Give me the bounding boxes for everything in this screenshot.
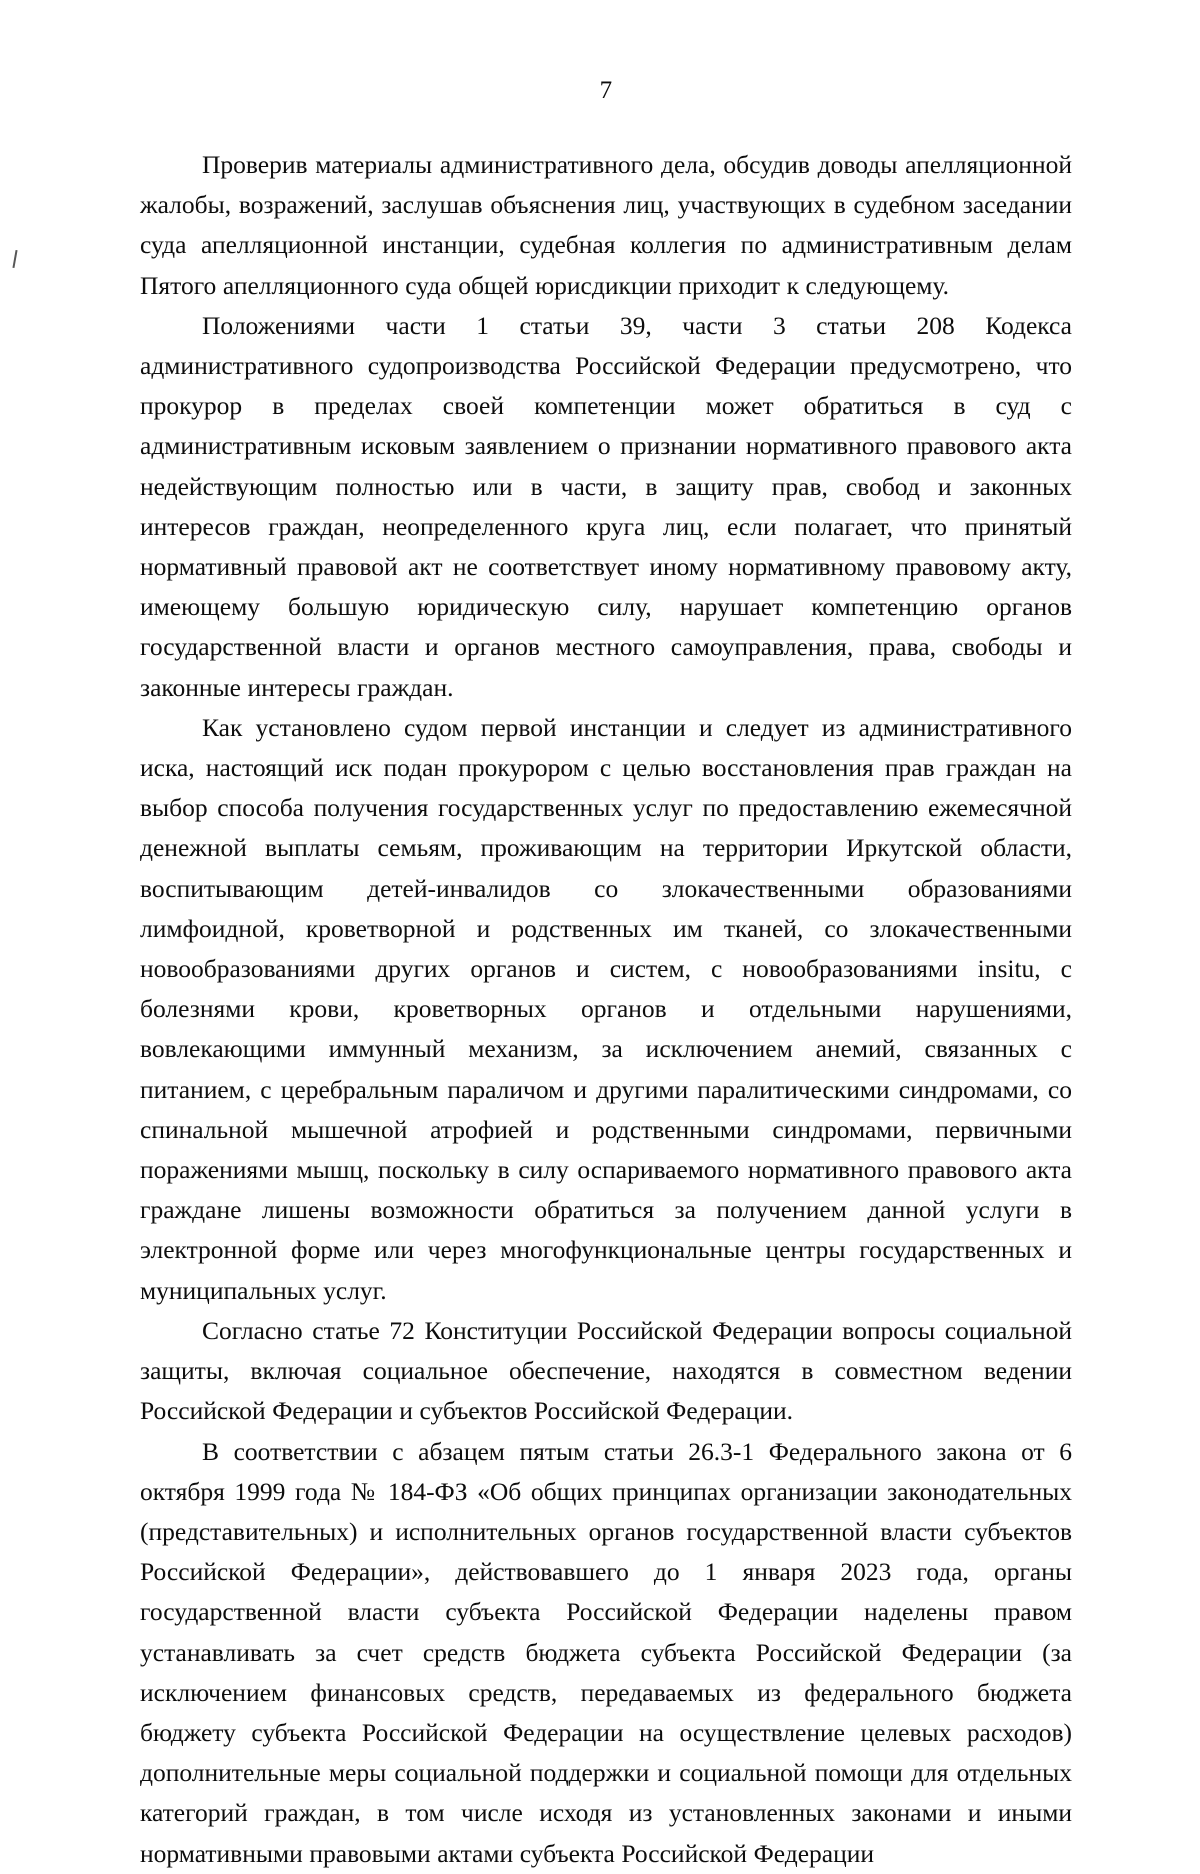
paragraph: Положениями части 1 статьи 39, части 3 статьи 208 Кодекса административного судопроизводства Российской Федерации предусмотрено, что прокурор в пределах своей компетенции может обратиться в суд с административным исковым заявлением о признании нормативного правового акта недействующим полностью или в части, в защиту прав, свобод и законных интересов граждан, неопределенного круга лиц, если полагает, что принятый нормативный правовой акт не соответствует иному нормативному правовому акту, имеющему большую юридическую силу, нарушает компетенцию органов государственной власти и органов местного самоуправления, права, свободы и законные интересы граждан. [140,310,1072,702]
document-body [140,145,1072,1874]
stray-ink-mark [12,250,17,268]
paragraph: В соответствии с абзацем пятым статьи 26.3-1 Федерального закона от 6 октября 1999 года № 184-ФЗ «Об общих принципах организации законодательных (представительных) и исполнительных органов государственной власти субъектов Российской Федерации», действовавшего до 1 января 2023 года, органы государственной власти субъекта Российской Федерации наделены правом устанавливать за счет средств бюджета субъекта Российской Федерации (за исключением финансовых средств, передаваемых из федерального бюджета бюджету субъекта Российской Федерации на осуществление целевых расходов) дополнительные меры социальной поддержки и социальной помощи для отдельных категорий граждан, в том числе исходя из установленных законами и иными нормативными правовыми актами субъекта Российской Федерации [140,1436,1072,1868]
page-number: 7 [599,77,613,104]
paragraph: Согласно статье 72 Конституции Российской Федерации вопросы социальной защиты, включая социальное обеспечение, находятся в совместном ведении Российской Федерации и субъектов Российской Федерации. [140,1315,1072,1426]
paragraph: Как установлено судом первой инстанции и следует из административного иска, настоящий иск подан прокурором с целью восстановления прав граждан на выбор способа получения государственных услуг по предоставлению ежемесячной денежной выплаты семьям, проживающим на территории Иркутской области, воспитывающим детей-инвалидов со злокачественными образованиями лимфоидной, кроветворной и родственных им тканей, со злокачественными новообразованиями других органов и систем, с новообразованиями insitu, с болезнями крови, кроветворных органов и отдельными нарушениями, вовлекающими иммунный механизм, за исключением анемий, связанных с питанием, с церебральным параличом и другими паралитическими синдромами, со спинальной мышечной атрофией и родственными синдромами, первичными поражениями мышц, поскольку в силу оспариваемого нормативного правового акта граждане лишены возможности обратиться за получением данной услуги в электронной форме или через многофункциональные центры государственных и муниципальных услуг. [140,712,1072,1305]
paragraph: Проверив материалы административного дела, обсудив доводы апелляционной жалобы, возражений, заслушав объяснения лиц, участвующих в судебном заседании суда апелляционной инстанции, судебная коллегия по административным делам Пятого апелляционного суда общей юрисдикции приходит к следующему. [140,150,1072,300]
